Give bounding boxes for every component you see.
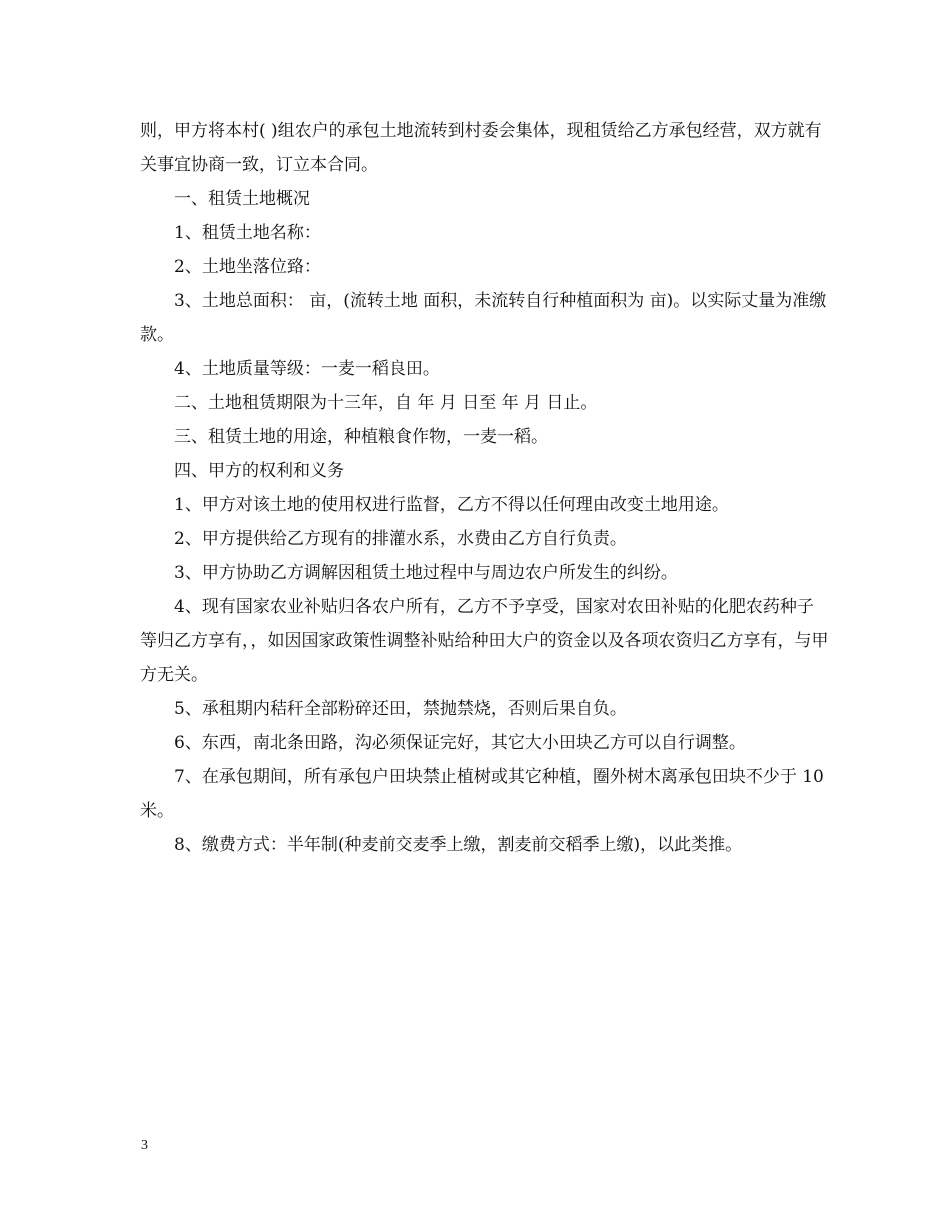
paragraph-clause-1: 1、甲方对该土地的使用权进行监督，乙方不得以任何理由改变土地用途。 <box>174 495 729 515</box>
paragraph-land-location: 2、土地坐落位臵： <box>174 257 321 277</box>
paragraph-clause-7: 7、在承包期间，所有承包户田块禁止植树或其它种植，圈外树木离承包田块不少于 10 米。 <box>140 767 830 821</box>
document-body <box>140 114 830 862</box>
section-heading-party-a-rights: 四、甲方的权利和义务 <box>174 461 344 481</box>
page-number: 3 <box>141 1138 148 1153</box>
paragraph-clause-6: 6、东西，南北条田路，沟必须保证完好，其它大小田块乙方可以自行调整。 <box>174 733 746 753</box>
section-heading-land-overview: 一、租赁土地概况 <box>174 189 310 209</box>
paragraph-clause-5: 5、承租期内秸秆全部粉碎还田，禁抛禁烧，否则后果自负。 <box>174 699 627 719</box>
paragraph-clause-3: 3、甲方协助乙方调解因租赁土地过程中与周边农户所发生的纠纷。 <box>174 563 678 583</box>
paragraph-clause-4: 4、现有国家农业补贴归各农户所有，乙方不予享受，国家对农田补贴的化肥农药种子等归乙方享有，，如因国家政策性调整补贴给种田大户的资金以及各项农资归乙方享有，与甲方无关。 <box>140 597 829 685</box>
paragraph-1: 则，甲方将本村( )组农户的承包土地流转到村委会集体，现租赁给乙方承包经营，双方就有关事宜协商一致，订立本合同。 <box>140 121 822 175</box>
paragraph-clause-8: 8、缴费方式：半年制(种麦前交麦季上缴，割麦前交稻季上缴)，以此类推。 <box>174 835 743 855</box>
section-heading-land-use: 三、租赁土地的用途，种植粮食作物，一麦一稻。 <box>174 427 548 447</box>
paragraph-land-name: 1、租赁土地名称： <box>174 223 321 243</box>
paragraph-land-area: 3、土地总面积： 亩，(流转土地 面积，未流转自行种植面积为 亩)。以实际丈量为准缴款。 <box>140 291 827 345</box>
paragraph-land-quality: 4、土地质量等级：一麦一稻良田。 <box>174 359 440 379</box>
section-heading-lease-term: 二、土地租赁期限为十三年，自 年 月 日至 年 月 日止。 <box>174 393 598 413</box>
paragraph-clause-2: 2、甲方提供给乙方现有的排灌水系，水费由乙方自行负责。 <box>174 529 627 549</box>
